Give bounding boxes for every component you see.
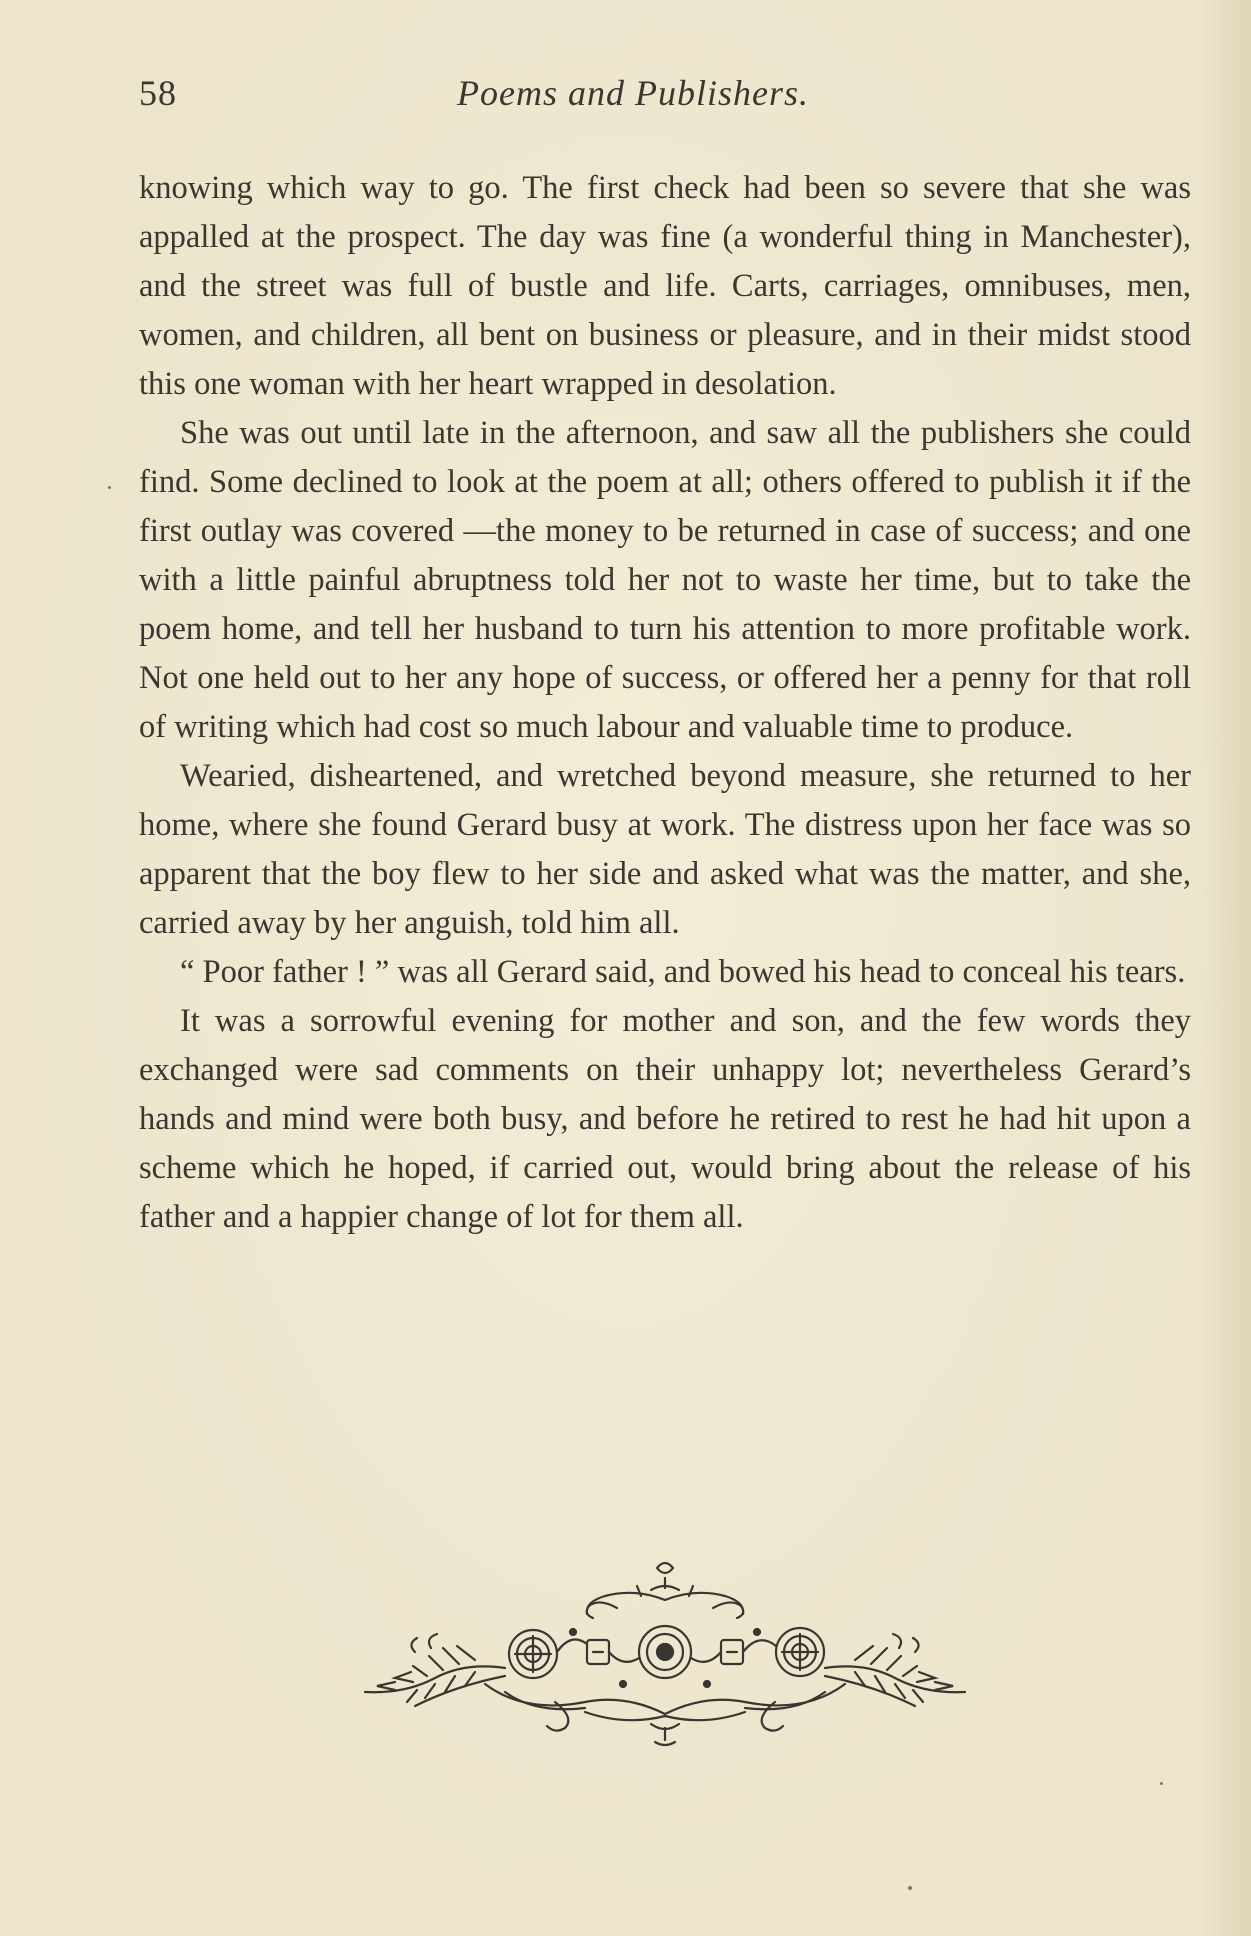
- paper-speck: [1160, 1782, 1163, 1785]
- paragraph: It was a sorrowful evening for mother and son, and the few words they exchanged were sad comments on their unhappy lot; nevertheless Gerard’s hands and mind were both busy, and before he retired to rest he had hit upon a scheme which he hoped, if carried out, would bring about the release of his father and a happier change of lot for them all.: [139, 1003, 1191, 1235]
- paragraph: Wearied, disheartened, and wretched beyond measure, she returned to her home, where she found Gerard busy at work. The distress upon her face was so apparent that the boy flew to her side and asked what was the matter, and she, carried away by her anguish, told him all.: [139, 758, 1191, 941]
- tailpiece-ornament-icon: [355, 1552, 975, 1752]
- page-header: [139, 72, 1191, 132]
- running-title: Poems and Publishers.: [457, 73, 809, 113]
- paragraph: “ Poor father ! ” was all Gerard said, and bowed his head to conceal his tears.: [180, 954, 1186, 990]
- body-text: [139, 164, 1191, 1242]
- paragraph: knowing which way to go. The first check had been so severe that she was appalled at the prospect. The day was fine (a wonderful thing in Manchester), and the street was full of bustle and life. Carts, carriages, omnibuses, men, women, and children, all bent on business or pleasure, and in their midst stood this one woman with her heart wrapped in desolation.: [139, 170, 1191, 402]
- page-number: 58: [139, 73, 177, 113]
- paper-speck: [908, 1886, 912, 1890]
- paper-speck: [108, 486, 111, 489]
- paragraph: She was out until late in the afternoon, and saw all the publishers she could find. Some declined to look at the poem at all; others offered to publish it if the first outlay was covered —the money to be returned in case of success; and one with a little painful abruptness told her not to waste her time, but to take the poem home, and tell her husband to turn his attention to more profitable work. Not one held out to her any hope of success, or offered her a penny for that roll of writing which had cost so much labour and valuable time to produce.: [139, 415, 1191, 745]
